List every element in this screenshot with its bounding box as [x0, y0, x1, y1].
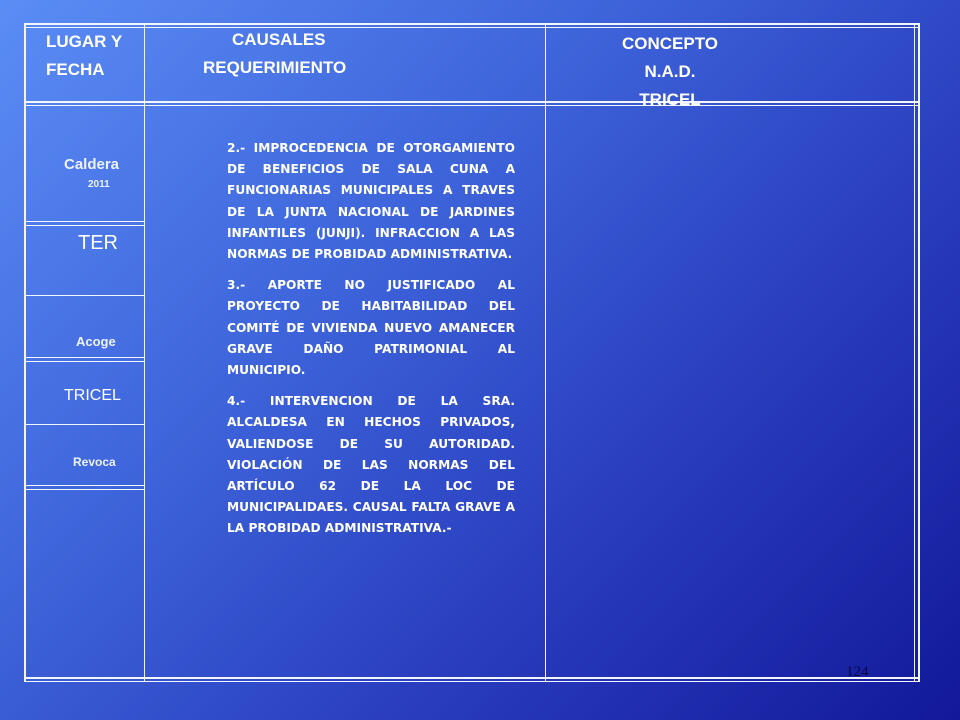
grid-line: [24, 23, 26, 682]
ter-label: TER: [78, 232, 118, 254]
header-text: N.A.D.: [644, 62, 696, 81]
grid-line: [24, 295, 145, 296]
causal-paragraph: 2.- IMPROCEDENCIA DE OTORGAMIENTO DE BENEFICIOS DE SALA CUNA A FUNCIONARIAS MUNICIPALES A TRAVES DE LA JUNTA NACIONAL DE JARDINES INFANTILES (JUNJI). INFRACCION A LAS NORMAS DE PROBIDAD ADMINISTRATIVA.: [227, 141, 515, 262]
header-text: CONCEPTO: [621, 34, 719, 53]
header-text: REQUERIMIENTO: [203, 58, 347, 77]
grid-line: [24, 23, 920, 25]
grid-line: [24, 27, 920, 28]
grid-line: [24, 357, 145, 358]
header-text: CAUSALES: [232, 30, 326, 49]
grid-line: [24, 225, 145, 226]
grid-line: [144, 23, 145, 682]
grid-line: [24, 105, 920, 106]
grid-line: [24, 101, 920, 103]
causales-text: [227, 138, 515, 550]
grid-line: [24, 681, 920, 682]
grid-line: [24, 221, 145, 222]
grid-line: [24, 677, 920, 679]
header-text: FECHA: [46, 60, 105, 79]
place-label: Caldera: [64, 156, 120, 173]
grid-line: [918, 23, 920, 682]
header-lugar-fecha: [46, 28, 122, 84]
grid-line: [24, 361, 145, 362]
header-causales: [185, 26, 395, 82]
tricel-result-label: Revoca: [73, 455, 116, 469]
header-text: TRICEL: [639, 90, 701, 109]
tricel-label: TRICEL: [64, 387, 121, 404]
grid-line: [545, 23, 546, 682]
ter-result-label: Acoge: [76, 334, 116, 349]
year-label: 2011: [88, 179, 110, 190]
page-number: 124: [846, 664, 869, 680]
header-text: LUGAR Y: [46, 32, 123, 51]
grid-line: [24, 489, 145, 490]
causal-paragraph: 4.- INTERVENCION DE LA SRA. ALCALDESA EN HECHOS PRIVADOS, VALIENDOSE DE SU AUTORIDAD. VIOLACIÓN DE LAS NORMAS DEL ARTÍCULO 62 DE LA LOC DE MUNICIPALIDAES. CAUSAL FALTA GRAVE A LA PROBIDAD ADMINISTRATIVA.-: [227, 394, 515, 536]
causal-paragraph: 3.- APORTE NO JUSTIFICADO AL PROYECTO DE HABITABILIDAD DEL COMITÉ DE VIVIENDA NUEVO AMANECER GRAVE DAÑO PATRIMONIAL AL MUNICIPIO.: [227, 278, 515, 378]
header-concepto: [570, 30, 770, 114]
grid-line: [24, 424, 145, 425]
grid-line: [914, 23, 915, 682]
grid-line: [24, 485, 145, 486]
